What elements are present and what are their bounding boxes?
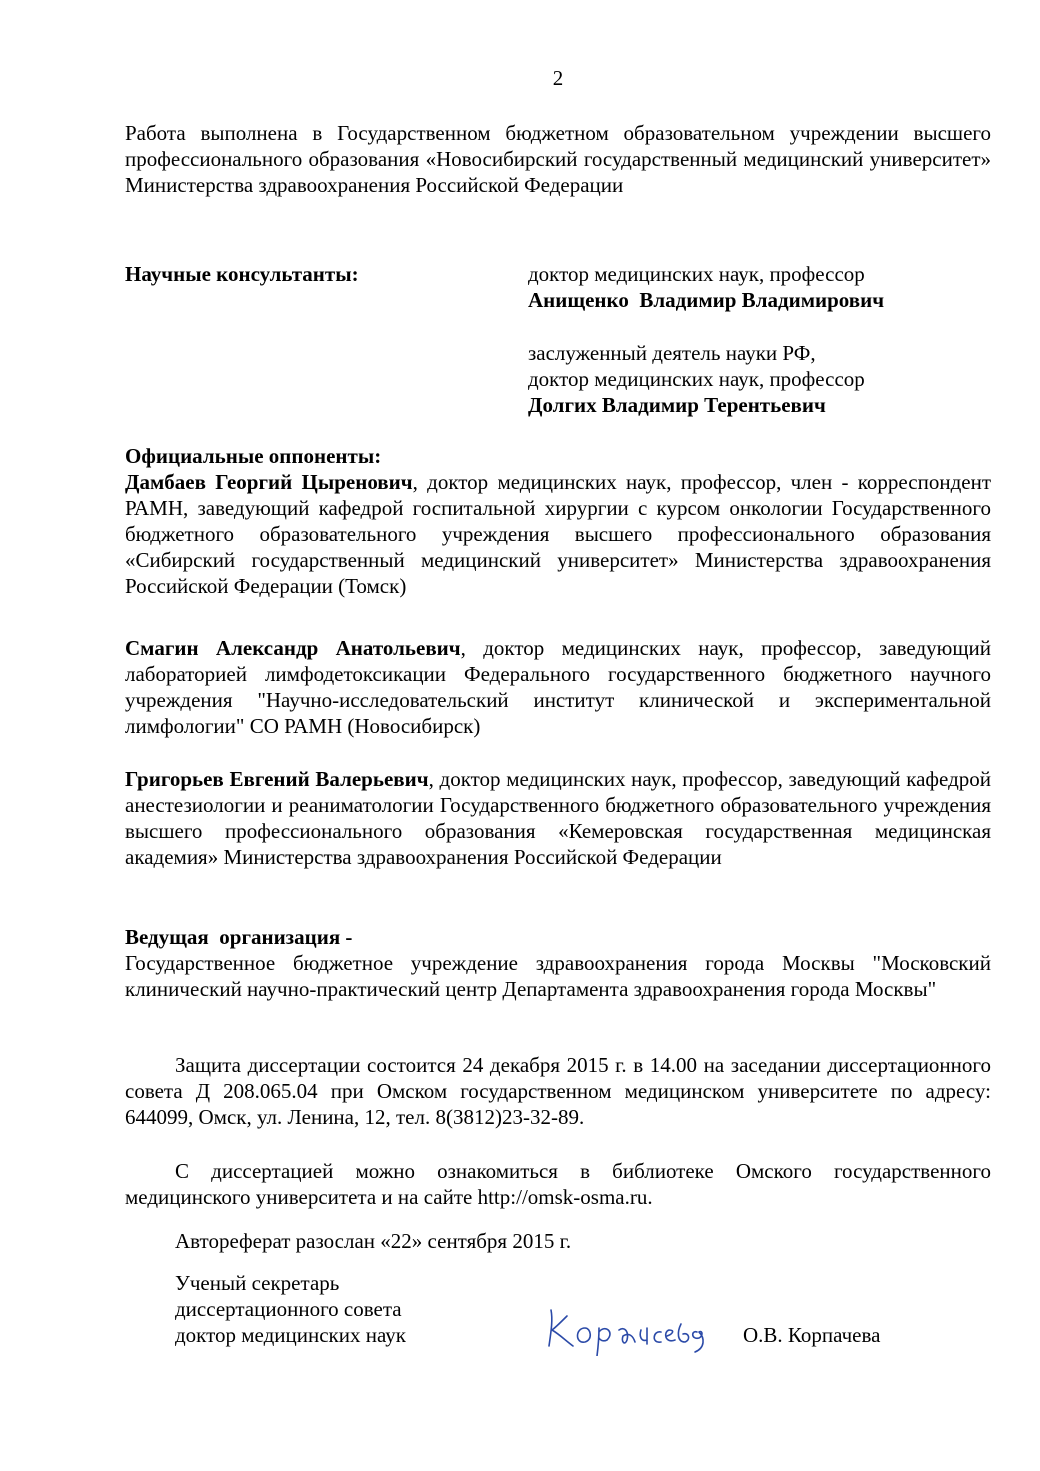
opponent-1-text: , доктор медицинских наук, профессор, член - корреспондент РАМН, заведующий кафедрой госпитальной хирургии с курсом онкологии Государственного бюджетного образовательного учреждения высшего профессионального образования «Сибирский государственный медицинский университет» Министерства здравоохранения Российской Федерации (Томск) xyxy=(125,470,991,598)
opponent-3 xyxy=(125,766,991,870)
secretary-line-1: Ученый секретарь xyxy=(175,1271,340,1295)
leading-org-text: Государственное бюджетное учреждение здравоохранения города Москвы "Московский клинический научно-практический центр Департамента здравоохранения города Москвы" xyxy=(125,951,991,1001)
leading-org-heading: Ведущая организация - xyxy=(125,925,353,949)
opponent-1-name: Дамбаев Георгий Цыренович xyxy=(125,470,413,494)
opponent-2-name: Смагин Александр Анатольевич xyxy=(125,636,461,660)
page-number: 2 xyxy=(552,66,564,90)
consultant-1-name: Анищенко Владимир Владимирович xyxy=(528,288,885,312)
library-paragraph: С диссертацией можно ознакомиться в библиотеке Омского государственного медицинского университета и на сайте http://omsk-osma.ru. xyxy=(125,1159,991,1209)
secretary-line-2: диссертационного совета xyxy=(175,1297,402,1321)
secretary-name: О.В. Корпачева xyxy=(743,1323,881,1347)
opponent-3-name: Григорьев Евгений Валерьевич xyxy=(125,767,429,791)
opponent-3-text: , доктор медицинских наук, профессор, заведующий кафедрой анестезиологии и реаниматологии Государственного бюджетного образовательного учреждения высшего профессионального образования «Кемеровская государственная медицинская академия» Министерства здравоохранения Российской Федерации xyxy=(125,767,991,869)
secretary-block xyxy=(175,1270,406,1348)
opponent-2-text: , доктор медицинских наук, профессор, заведующий лабораторией лимфодетоксикации Федерального государственного бюджетного научного учреждения "Научно-исследовательский институт клинической и экспериментальной лимфологии" СО РАМН (Новосибирск) xyxy=(125,636,991,738)
secretary-line-3: доктор медицинских наук xyxy=(175,1323,406,1347)
defense-paragraph: Защита диссертации состоится 24 декабря 2015 г. в 14.00 на заседании диссертационного совета Д 208.065.04 при Омском государственном медицинском университете по адресу: 644099, Омск, ул. Ленина, 12, тел. 8(3812)23-32-89. xyxy=(125,1053,991,1129)
consultant-2-title-1: заслуженный деятель науки РФ, xyxy=(528,341,816,365)
mailed-date: Автореферат разослан «22» сентября 2015 г. xyxy=(175,1229,572,1253)
consultant-1-title: доктор медицинских наук, профессор xyxy=(528,262,865,286)
intro-paragraph: Работа выполнена в Государственном бюджетном образовательном учреждении высшего профессионального образования «Новосибирский государственный медицинский университет» Министерства здравоохранения Российской Федерации xyxy=(125,121,991,197)
consultant-2-name: Долгих Владимир Терентьевич xyxy=(528,393,826,417)
consultants-heading: Научные консультанты: xyxy=(125,262,359,286)
opponent-1 xyxy=(125,469,991,599)
handwritten-signature xyxy=(545,1302,715,1356)
opponents-heading: Официальные оппоненты: xyxy=(125,444,382,468)
opponent-2 xyxy=(125,635,991,739)
consultant-1 xyxy=(528,261,988,313)
consultant-2 xyxy=(528,340,988,418)
consultant-2-title-2: доктор медицинских наук, профессор xyxy=(528,367,865,391)
